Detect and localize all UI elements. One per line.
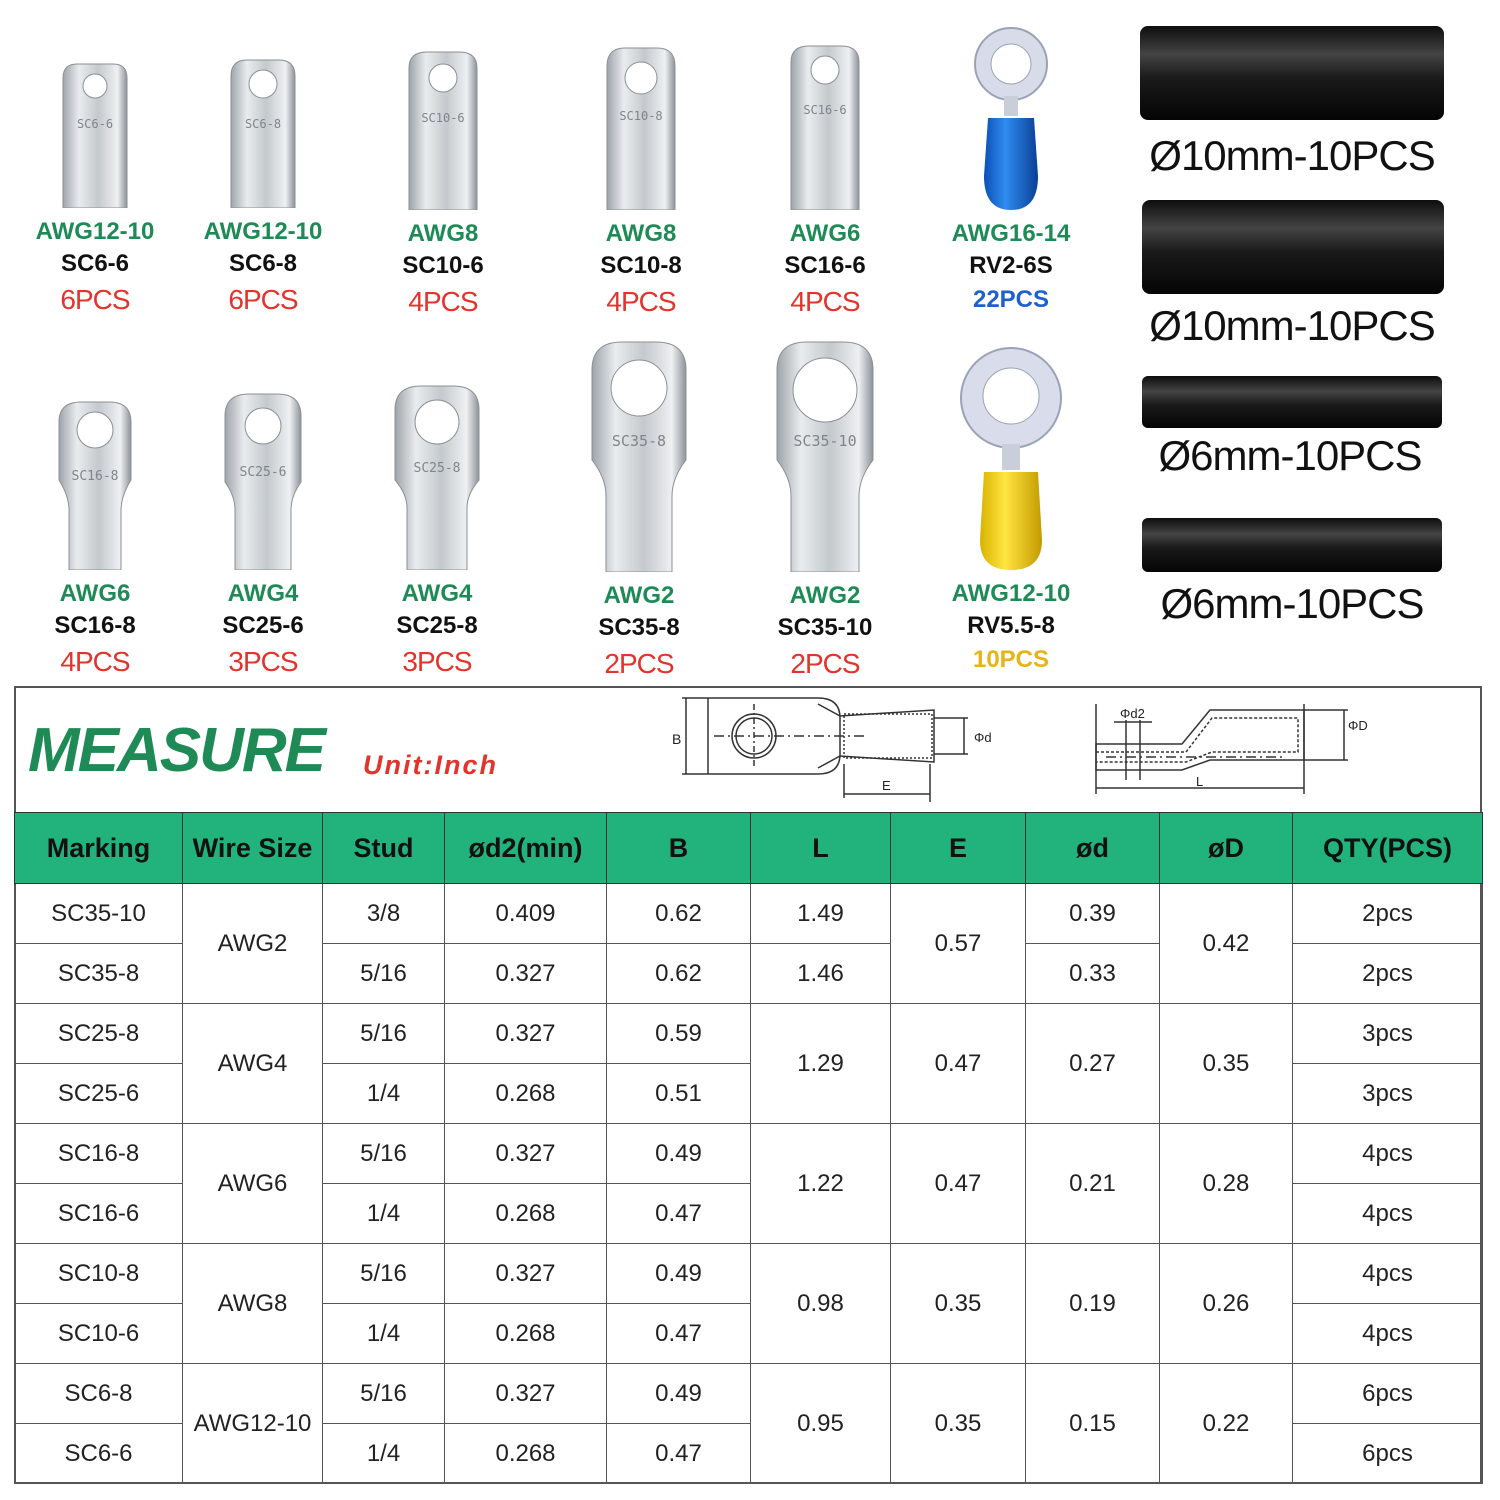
cell-marking: SC10-6 — [15, 1304, 183, 1364]
tube-label: Ø10mm-10PCS — [1149, 302, 1435, 349]
copper-lug-image — [55, 62, 135, 208]
cell-D: 0.26 — [1160, 1244, 1293, 1364]
cell-qty: 4pcs — [1293, 1184, 1483, 1244]
yellow-ring-terminal-image — [956, 344, 1066, 570]
product-awg: AWG12-10 — [35, 218, 155, 245]
lug-top-view-diagram — [668, 694, 1008, 806]
cell-wire-size: AWG6 — [183, 1124, 323, 1244]
tube-label: Ø6mm-10PCS — [1160, 580, 1424, 627]
cell-wire-size: AWG4 — [183, 1004, 323, 1124]
lug-stamp: SC10-8 — [619, 109, 663, 123]
product-code: RV2-6S — [969, 252, 1053, 279]
cell-stud: 5/16 — [323, 944, 445, 1004]
cell-d2: 0.268 — [445, 1424, 607, 1484]
product-qty: 3PCS — [228, 646, 298, 677]
cell-b: 0.49 — [607, 1124, 751, 1184]
cell-d: 0.21 — [1026, 1124, 1160, 1244]
cell-d: 0.19 — [1026, 1244, 1160, 1364]
cell-d2: 0.327 — [445, 1364, 607, 1424]
product-code: SC10-6 — [402, 252, 484, 279]
cell-l: 1.22 — [751, 1124, 891, 1244]
cell-b: 0.47 — [607, 1304, 751, 1364]
cell-e: 0.47 — [891, 1004, 1026, 1124]
cell-d: 0.33 — [1026, 944, 1160, 1004]
cell-stud: 1/4 — [323, 1424, 445, 1484]
heat-shrink-tube-image — [1140, 26, 1444, 120]
cell-d: 0.39 — [1026, 884, 1160, 944]
product-code: SC35-8 — [598, 614, 680, 641]
cell-e: 0.57 — [891, 884, 1026, 1004]
product-sc10-8 — [546, 46, 736, 316]
header-stud: Stud — [323, 813, 445, 884]
product-awg: AWG8 — [407, 220, 479, 247]
product-code: RV5.5-8 — [967, 612, 1055, 639]
cell-marking: SC35-8 — [15, 944, 183, 1004]
cell-wire-size: AWG8 — [183, 1244, 323, 1364]
table-row — [15, 1124, 1483, 1184]
cell-e: 0.47 — [891, 1124, 1026, 1244]
dim-e-label: E — [882, 778, 891, 793]
cell-d2: 0.327 — [445, 944, 607, 1004]
heat-shrink-tube-image — [1142, 376, 1442, 428]
table-row — [15, 1244, 1483, 1304]
cell-b: 0.47 — [607, 1184, 751, 1244]
product-rv2-6s — [916, 26, 1106, 312]
cell-D: 0.22 — [1160, 1364, 1293, 1484]
cell-qty: 3pcs — [1293, 1004, 1483, 1064]
lug-stamp: SC25-6 — [239, 465, 287, 480]
copper-lug-image — [403, 50, 483, 210]
cell-stud: 1/4 — [323, 1064, 445, 1124]
measure-title: MEASURE — [28, 716, 325, 785]
header-e: E — [891, 813, 1026, 884]
product-qty: 6PCS — [228, 284, 298, 315]
cell-d2: 0.327 — [445, 1124, 607, 1184]
product-awg: AWG8 — [605, 220, 677, 247]
lug-stamp: SC35-10 — [793, 432, 857, 450]
product-qty: 3PCS — [402, 646, 472, 677]
copper-lug-image — [588, 340, 690, 572]
cell-d: 0.27 — [1026, 1004, 1160, 1124]
product-qty: 22PCS — [972, 286, 1050, 313]
cell-d2: 0.268 — [445, 1064, 607, 1124]
product-qty: 4PCS — [790, 286, 860, 317]
cell-D: 0.35 — [1160, 1004, 1293, 1124]
product-qty: 2PCS — [790, 648, 860, 679]
product-awg: AWG2 — [789, 582, 861, 609]
cell-qty: 4pcs — [1293, 1304, 1483, 1364]
product-qty: 4PCS — [408, 286, 478, 317]
cell-qty: 4pcs — [1293, 1244, 1483, 1304]
cell-qty: 3pcs — [1293, 1064, 1483, 1124]
cell-l: 0.95 — [751, 1364, 891, 1484]
tube-label: Ø10mm-10PCS — [1149, 132, 1435, 179]
product-rv5-5-8 — [916, 344, 1106, 672]
lug-stamp: SC6-8 — [244, 117, 282, 131]
cell-qty: 6pcs — [1293, 1364, 1483, 1424]
table-row — [15, 884, 1483, 944]
tube-label: Ø6mm-10PCS — [1158, 432, 1422, 479]
cell-marking: SC35-10 — [15, 884, 183, 944]
product-qty: 2PCS — [604, 648, 674, 679]
cell-marking: SC6-8 — [15, 1364, 183, 1424]
cell-b: 0.51 — [607, 1064, 751, 1124]
lug-stamp: SC6-6 — [76, 117, 114, 131]
table-row — [15, 1364, 1483, 1424]
product-sc25-8 — [342, 384, 532, 676]
product-sc16-8 — [0, 400, 190, 676]
product-awg: AWG6 — [789, 220, 861, 247]
copper-lug-image — [223, 58, 303, 208]
product-code: SC25-8 — [396, 612, 478, 639]
product-sc25-6 — [168, 392, 358, 676]
cell-d2: 0.268 — [445, 1304, 607, 1364]
cell-e: 0.35 — [891, 1244, 1026, 1364]
heat-shrink-tube-image — [1142, 518, 1442, 572]
dim-phiD-label: ΦD — [1348, 718, 1368, 733]
product-code: SC6-6 — [60, 250, 130, 277]
blue-ring-terminal-image — [966, 26, 1056, 210]
cell-marking: SC25-8 — [15, 1004, 183, 1064]
cell-d2: 0.327 — [445, 1004, 607, 1064]
cell-b: 0.47 — [607, 1424, 751, 1484]
cell-b: 0.62 — [607, 884, 751, 944]
product-awg: AWG4 — [227, 580, 299, 607]
lug-stamp: SC16-6 — [803, 103, 847, 117]
cell-d: 0.15 — [1026, 1364, 1160, 1484]
cell-stud: 3/8 — [323, 884, 445, 944]
lug-stamp: SC10-6 — [421, 111, 465, 125]
cell-stud: 1/4 — [323, 1184, 445, 1244]
cell-e: 0.35 — [891, 1364, 1026, 1484]
product-code: SC35-10 — [777, 614, 873, 641]
product-sc10-6 — [348, 50, 538, 316]
header-d: ød — [1026, 813, 1160, 884]
cell-marking: SC16-8 — [15, 1124, 183, 1184]
product-sc35-10 — [730, 340, 920, 678]
product-qty: 4PCS — [606, 286, 676, 317]
header-D: øD — [1160, 813, 1293, 884]
lug-stamp: SC25-8 — [413, 461, 461, 476]
product-code: SC16-6 — [784, 252, 866, 279]
cell-qty: 2pcs — [1293, 884, 1483, 944]
header-wire-size: Wire Size — [183, 813, 323, 884]
header-d2-min: ød2(min) — [445, 813, 607, 884]
cell-D: 0.28 — [1160, 1124, 1293, 1244]
cell-d2: 0.409 — [445, 884, 607, 944]
cell-D: 0.42 — [1160, 884, 1293, 1004]
cell-marking: SC10-8 — [15, 1244, 183, 1304]
cell-stud: 5/16 — [323, 1364, 445, 1424]
dim-b-label: B — [672, 731, 682, 747]
cell-qty: 4pcs — [1293, 1124, 1483, 1184]
cell-wire-size: AWG12-10 — [183, 1364, 323, 1484]
cell-stud: 1/4 — [323, 1304, 445, 1364]
product-awg: AWG6 — [59, 580, 131, 607]
product-qty: 10PCS — [972, 646, 1050, 673]
product-sc16-6 — [730, 44, 920, 316]
lug-side-view-diagram — [1086, 700, 1386, 802]
header-marking: Marking — [15, 813, 183, 884]
table-row — [15, 1004, 1483, 1064]
cell-wire-size: AWG2 — [183, 884, 323, 1004]
lug-stamp: SC16-8 — [71, 469, 119, 484]
cell-d2: 0.268 — [445, 1184, 607, 1244]
cell-marking: SC16-6 — [15, 1184, 183, 1244]
cell-stud: 5/16 — [323, 1004, 445, 1064]
cell-qty: 2pcs — [1293, 944, 1483, 1004]
cell-l: 1.29 — [751, 1004, 891, 1124]
unit-label: Unit:Inch — [363, 750, 498, 780]
spec-table-header — [15, 813, 1483, 884]
product-code: SC6-8 — [228, 250, 298, 277]
cell-l: 0.98 — [751, 1244, 891, 1364]
cell-b: 0.49 — [607, 1244, 751, 1304]
product-awg: AWG4 — [401, 580, 473, 607]
cell-d2: 0.327 — [445, 1244, 607, 1304]
copper-lug-image — [601, 46, 681, 210]
copper-lug-image — [55, 400, 135, 570]
dim-phid-label: Φd — [974, 730, 992, 745]
product-code: SC10-8 — [600, 252, 682, 279]
cell-b: 0.59 — [607, 1004, 751, 1064]
cell-b: 0.49 — [607, 1364, 751, 1424]
cell-stud: 5/16 — [323, 1244, 445, 1304]
product-qty: 6PCS — [60, 284, 130, 315]
header-b: B — [607, 813, 751, 884]
cell-qty: 6pcs — [1293, 1424, 1483, 1484]
product-qty: 4PCS — [60, 646, 130, 677]
copper-lug-image — [391, 384, 483, 570]
lug-stamp: SC35-8 — [611, 432, 667, 450]
cell-marking: SC25-6 — [15, 1064, 183, 1124]
cell-l: 1.46 — [751, 944, 891, 1004]
dim-phid2-label: Φd2 — [1120, 706, 1145, 721]
spec-table — [14, 812, 1483, 1484]
cell-l: 1.49 — [751, 884, 891, 944]
product-awg: AWG12-10 — [951, 580, 1071, 607]
product-sc6-8 — [168, 58, 358, 314]
cell-marking: SC6-6 — [15, 1424, 183, 1484]
product-sc6-6 — [0, 62, 190, 314]
product-code: SC16-8 — [54, 612, 136, 639]
product-awg: AWG12-10 — [203, 218, 323, 245]
copper-lug-image — [221, 392, 305, 570]
product-awg: AWG2 — [603, 582, 675, 609]
cell-stud: 5/16 — [323, 1124, 445, 1184]
cell-b: 0.62 — [607, 944, 751, 1004]
product-sc35-8 — [544, 340, 734, 678]
copper-lug-image — [787, 44, 863, 210]
header-l: L — [751, 813, 891, 884]
product-awg: AWG16-14 — [951, 220, 1071, 247]
product-code: SC25-6 — [222, 612, 304, 639]
header-qty: QTY(PCS) — [1293, 813, 1483, 884]
dim-l-label: L — [1196, 774, 1204, 789]
heat-shrink-tube-image — [1142, 200, 1444, 294]
copper-lug-image — [773, 340, 877, 572]
